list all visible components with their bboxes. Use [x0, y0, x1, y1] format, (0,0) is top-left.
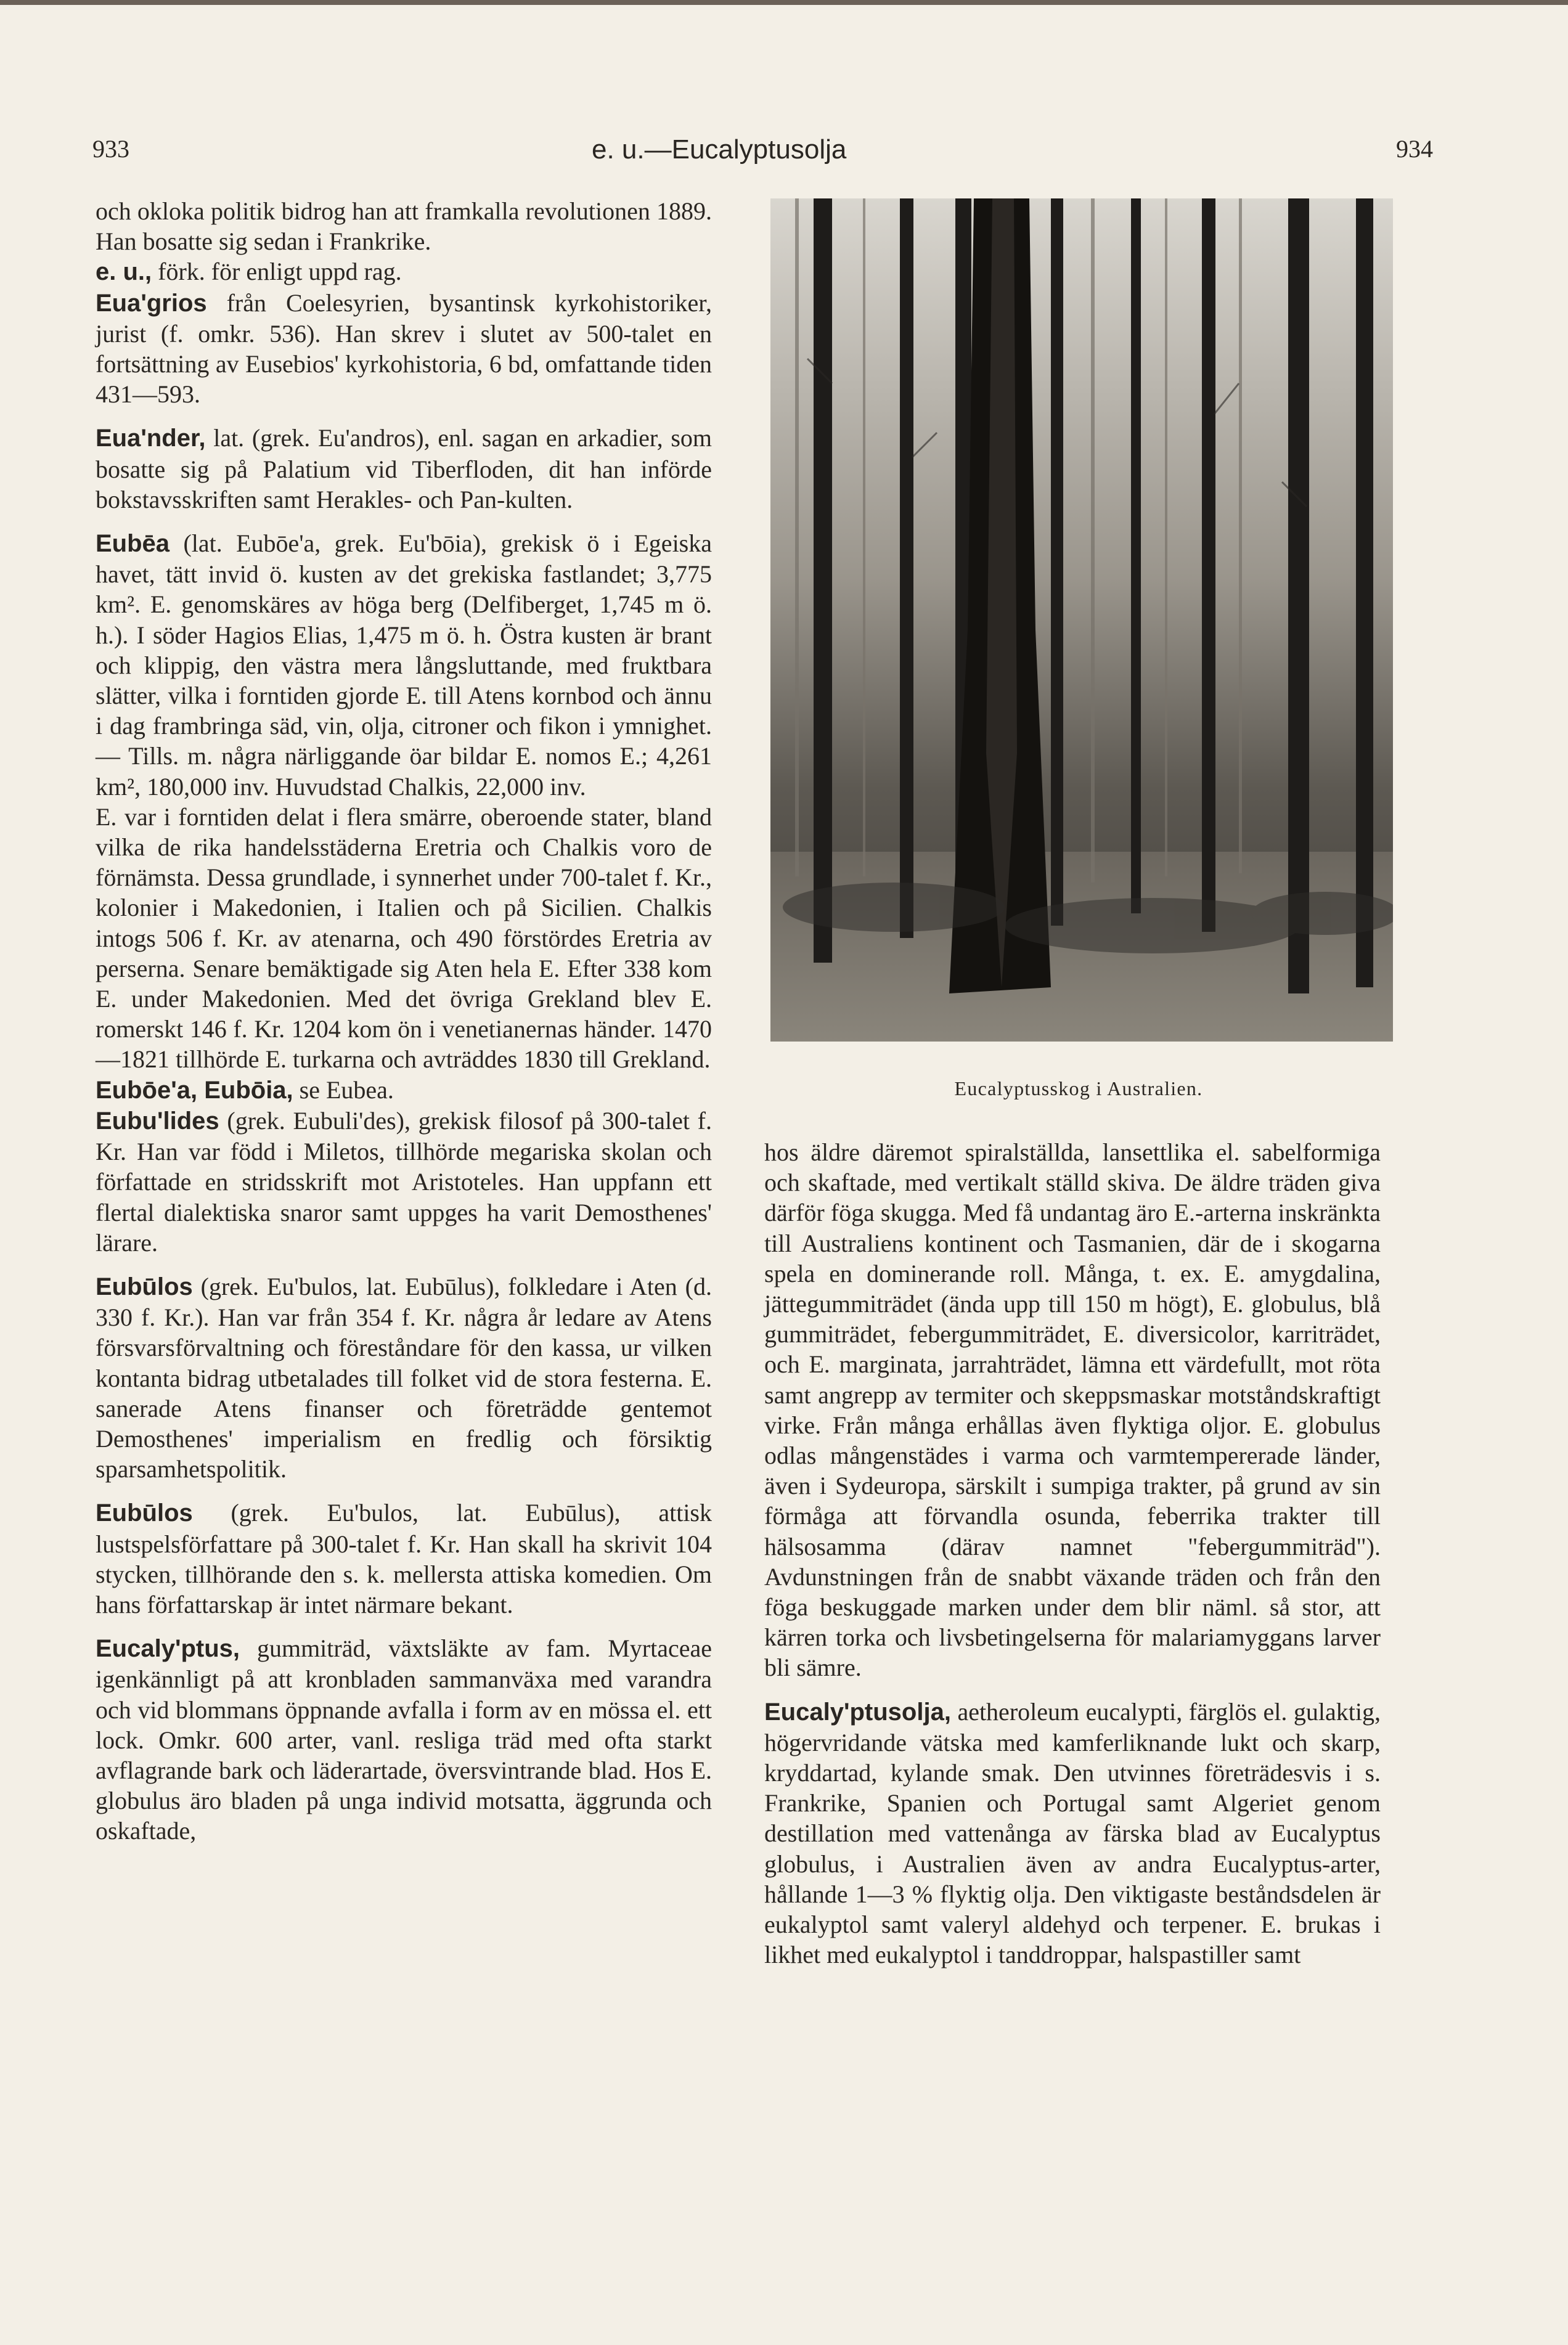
forest-photo — [770, 198, 1393, 1042]
entry-eu — [96, 256, 712, 287]
entry-body: (lat. Eubōe'a, grek. Eu'bōia), grekisk ö i Egeiska havet, tätt invid ö. kusten av det grekiska fastlandet; 3,775 km². E. genomskäres av höga berg (Delfiberget, 1,745 m ö. h.). I söder Hagios Elias, 1,475 m ö. h. Östra kusten är brant och klippig, den västra mera långsluttande, med fruktbara slätter, vilka i forntiden gjorde E. till Atens kornbod och ännu i dag frambringa säd, vin, olja, citroner och fikon i ymnighet. — Tills. m. några närliggande öar bildar E. nomos E.; 4,261 km², 180,000 inv. Huvudstad Chalkis, 22,000 inv. — [96, 529, 712, 801]
page-number-left: 933 — [92, 135, 129, 163]
entry-body: se Eubea. — [299, 1075, 394, 1104]
entry-body: förk. för enligt uppd rag. — [158, 258, 402, 286]
entry-headword: Eubūlos — [96, 1273, 193, 1300]
entry-headword: Eubūlos — [96, 1499, 193, 1527]
entry-paragraph — [96, 196, 712, 256]
entry-body: E. var i forntiden delat i flera smärre, oberoende stater, bland vilka de rika handelsstäderna Eretria och Chalkis voro de förnämsta. Dessa grundlade, i synnerhet under 700-talet f. Kr., kolonier i Makedonien, i Italien och på Sicilien. Chalkis intogs 506 f. Kr. av atenarna, och 490 förstördes Eretria av perserna. Senare bemäktigade sig Aten hela E. Efter 338 kom E. under Makedonien. Med det övriga Grekland blev E. romerskt 146 f. Kr. 1204 kom ön i venetianernas händer. 1470—1821 tillhörde E. turkarna och avträddes 1830 till Grekland. — [96, 802, 712, 1074]
page-top-edge — [0, 0, 1568, 5]
running-title: e. u.—Eucalyptusolja — [592, 134, 847, 165]
entry-paragraph — [96, 802, 712, 1075]
forest-photo-image — [770, 198, 1393, 1042]
entry-eubulides — [96, 1106, 712, 1258]
entry-body: (grek. Eu'bulos, lat. Eubūlus), attisk lustspelsförfattare på 300-talet f. Kr. Han skall ha skrivit 104 stycken, tillhörande den s. k. mellersta attiska komedien. Om hans författarskap är intet närmare bekant. — [96, 1499, 712, 1618]
entry-body: hos äldre däremot spiralställda, lansettlika el. sabelformiga och skaftade, med vertikalt ställd skiva. De äldre träden giva därför föga skugga. Med få undantag äro E.-arterna inskränkta till Australiens kontinent och Tasmanien, där de i skogarna spela en dominerande roll. Många, t. ex. E. amygdalina, jättegummiträdet (ända upp till 150 m högt), E. globulus, blå gummiträdet, febergummiträdet, E. diversicolor, karriträdet, och E. marginata, jarrahträdet, lämna ett värdefullt, mot röta samt angrepp av termiter och skeppsmaskar motståndskraftigt virke. Från många erhållas även flyktiga oljor. E. globulus odlas mångenstädes i varma och varmtempererade länder, även i Sydeuropa, särskilt i sumpiga trakter, på grund av sin förmåga att förvandla osunda, feberrika trakter till hälsosamma (därav namnet "febergummiträd"). Avdunstningen från de snabbt växande träden och från den föga beskuggade marken under dem blir näml. så stor, att kärren torka och livsbetingelserna för malariamyggans larver bli sämre. — [764, 1138, 1381, 1682]
entry-headword: Eucaly'ptus, — [96, 1635, 240, 1663]
entry-eubea — [96, 528, 712, 802]
entry-body: och okloka politik bidrog han att framkalla revolutionen 1889. Han bosatte sig sedan i Frankrike. — [96, 197, 712, 256]
entry-body: (grek. Eu'bulos, lat. Eubūlus), folkledare i Aten (d. 330 f. Kr.). Han var från 354 f. Kr. några år ledare av Atens försvarsförvaltning och föreståndare för den kassa, ur vilken kontanta bidrag utbetalades till folket vid de stora festerna. E. sanerade Atens finanser och företrädde gentemot Demosthenes' imperialism en fredlig och försiktig sparsamhetspolitik. — [96, 1272, 712, 1483]
entry-body: från Coelesyrien, bysantinsk kyrkohistoriker, jurist (f. omkr. 536). Han skrev i slutet av 500-talet en fortsättning av Eusebios' kyrkohistoria, 6 bd, omfattande tiden 431—593. — [96, 288, 712, 409]
entry-paragraph — [764, 1137, 1381, 1683]
page-header — [92, 134, 1448, 177]
entry-headword: Eubēa — [96, 530, 170, 558]
entry-headword: Eua'grios — [96, 289, 207, 317]
figure-caption: Eucalyptusskog i Australien. — [954, 1077, 1203, 1099]
entry-eubulos-1 — [96, 1271, 712, 1484]
entry-headword: e. u., — [96, 258, 152, 286]
entry-body: gummiträd, växtsläkte av fam. Myrtaceae igenkännligt på att kronbladen sammanväxa med varandra och vid blommans öppnande avfalla i form av en mössa el. ett lock. Omkr. 600 arter, vanl. resliga träd med ofta starkt avflagrande bark och läderartade, översvintrande blad. Hos E. globulus äro bladen på unga individ motsatta, äggrunda och oskaftade, — [96, 1634, 713, 1845]
entry-headword: Eubōe'a, Eubōia, — [96, 1076, 293, 1104]
entry-euagrios — [96, 288, 712, 410]
entry-headword: Eubu'lides — [96, 1107, 219, 1135]
entry-eubulos-2 — [96, 1498, 712, 1620]
page-number-right: 934 — [1396, 135, 1433, 163]
entry-body: aetheroleum eucalypti, färglös el. gulaktig, högervridande vätska med kamferliknande lukt och skarp, kryddartad, kylande smak. Den utvinnes företrädesvis i s. Frankrike, Spanien och Portugal samt Algeriet genom destillation med vattenånga av färska blad av Eucalyptus globulus, i Australien även av andra Eucalyptus-arter, hållande 1—3 % flyktig olja. Den viktigaste beståndsdelen är eukalyptol samt valeryl aldehyd och terpener. E. brukas i likhet med eukalyptol i tanddroppar, halspastiller samt — [764, 1697, 1381, 1969]
entry-headword: Eucaly'ptusolja, — [764, 1698, 951, 1726]
entry-eucalyptusolja — [764, 1697, 1381, 1970]
left-column — [96, 196, 712, 1846]
entry-eucalyptus — [96, 1633, 712, 1846]
entry-body: lat. (grek. Eu'andros), enl. sagan en arkadier, som bosatte sig på Palatium vid Tiberfloden, dit han införde bokstavsskriften samt Herakles- och Pan-kulten. — [96, 424, 713, 513]
entry-body: (grek. Eubuli'des), grekisk filosof på 300-talet f. Kr. Han var född i Miletos, tillhörde megariska skolan och författade en stridsskrift mot Aristoteles. Han uppfann ett flertal dialektiska snaror samt uppges ha varit Demosthenes' lärare. — [96, 1106, 712, 1257]
entry-euander — [96, 423, 712, 515]
right-column — [764, 1137, 1381, 1970]
entry-euboea — [96, 1075, 712, 1106]
entry-headword: Eua'nder, — [96, 425, 206, 452]
